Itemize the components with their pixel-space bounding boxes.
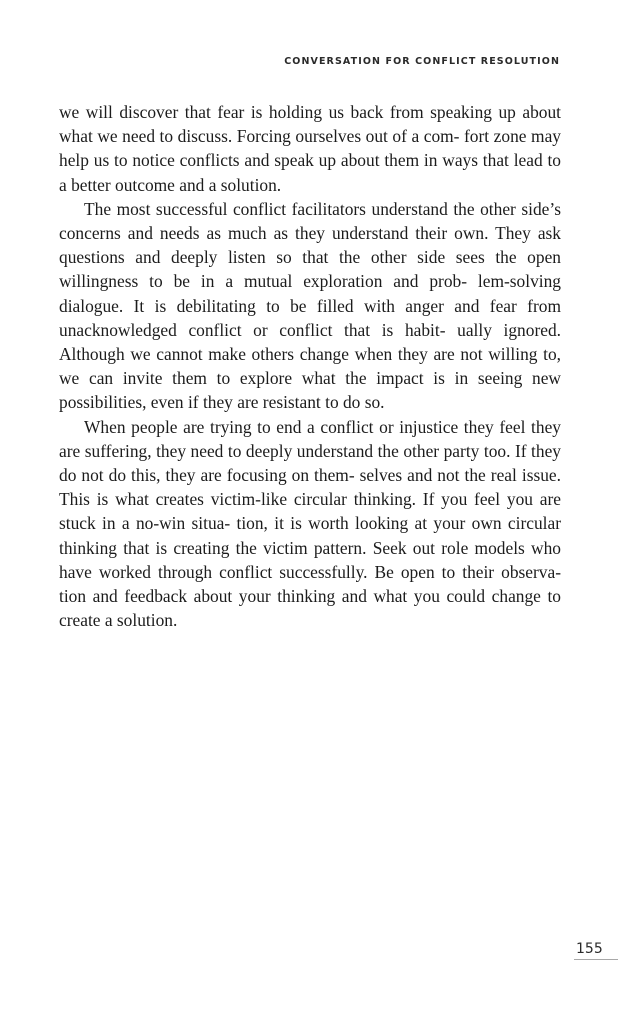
page-number: 155	[574, 941, 618, 960]
paragraph: we will discover that fear is holding us back from speaking up about what we need to discuss. Forcing ourselves out of a com- fort zone may help us to notice conflicts and speak up about them in ways that lead to a better outcome and a solution.	[59, 102, 561, 195]
body-text	[59, 100, 561, 632]
paragraph: The most successful conflict facilitators understand the other side’s concerns and needs as much as they understand their own. They ask questions and deeply listen so that the other side sees the open willingness to be in a mutual exploration and prob- lem-solving dialogue. It is debilitating to be filled with anger and fear from unacknowledged conflict or conflict that is habit- ually ignored. Although we cannot make others change when they are not willing to, we can invite them to explore what the impact is in seeing new possibilities, even if they are resistant to do so.	[59, 198, 561, 413]
running-head-title: CONVERSATION FOR CONFLICT RESOLUTION	[284, 56, 560, 67]
paragraph: When people are trying to end a conflict or injustice they feel they are suffering, they need to deeply understand the other party too. If they do not do this, they are focusing on them- selves and not the real issue. This is what creates victim-like circular thinking. If you feel you are stuck in a no-win situa- tion, it is worth looking at your own circular thinking that is creating the victim pattern. Seek out role models who have worked through conflict successfully. Be open to their observa- tion and feedback about your thinking and what you could change to create a solution.	[59, 416, 561, 631]
